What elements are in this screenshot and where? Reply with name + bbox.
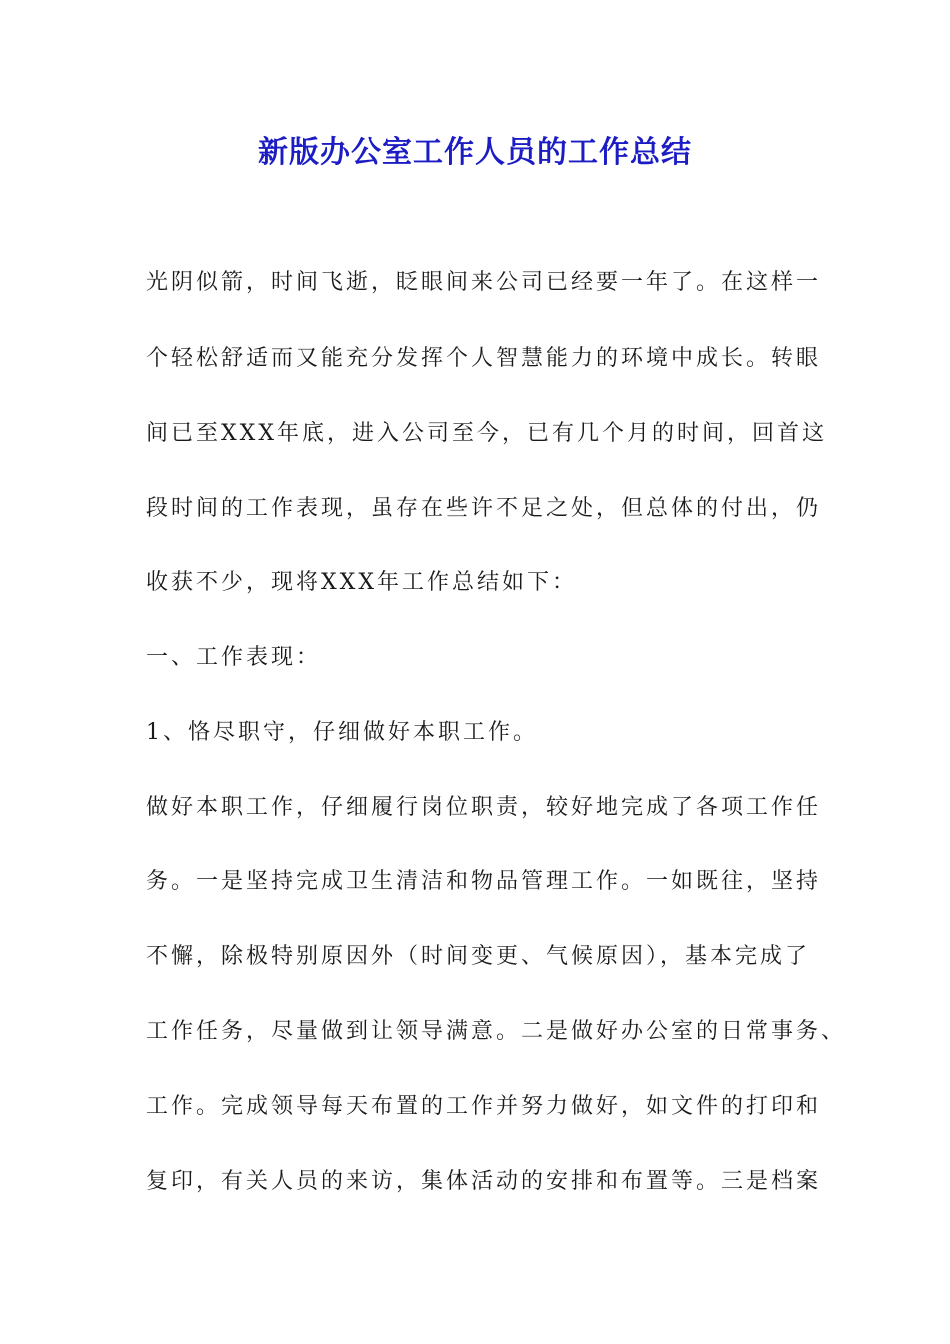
body-line: 光阴似箭，时间飞逝，眨眼间来公司已经要一年了。在这样一 [146,270,822,295]
body-line: 个轻松舒适而又能充分发挥个人智慧能力的环境中成长。转眼 [146,346,822,371]
body-line: 复印，有关人员的来访，集体活动的安排和布置等。三是档案 [146,1169,822,1194]
body-line: 工作。完成领导每天布置的工作并努力做好，如文件的打印和 [146,1094,822,1119]
body-line: 务。一是坚持完成卫生清洁和物品管理工作。一如既往，坚持 [146,869,822,894]
body-line: 间已至XXX年底，进入公司至今，已有几个月的时间，回首这 [146,421,827,446]
section-heading: 一、工作表现： [146,645,322,670]
body-line: 不懈，除极特别原因外（时间变更、气候原因），基本完成了 [146,944,811,969]
body-line: 工作任务，尽量做到让领导满意。二是做好办公室的日常事务、 [146,1019,847,1044]
body-line: 收获不少，现将XXX年工作总结如下： [146,570,577,595]
body-line: 段时间的工作表现，虽存在些许不足之处，但总体的付出，仍 [146,496,822,521]
document-title: 新版办公室工作人员的工作总结 [258,135,692,170]
subsection-heading: 1、恪尽职守，仔细做好本职工作。 [146,720,538,745]
body-line: 做好本职工作，仔细履行岗位职责，较好地完成了各项工作任 [146,795,822,820]
